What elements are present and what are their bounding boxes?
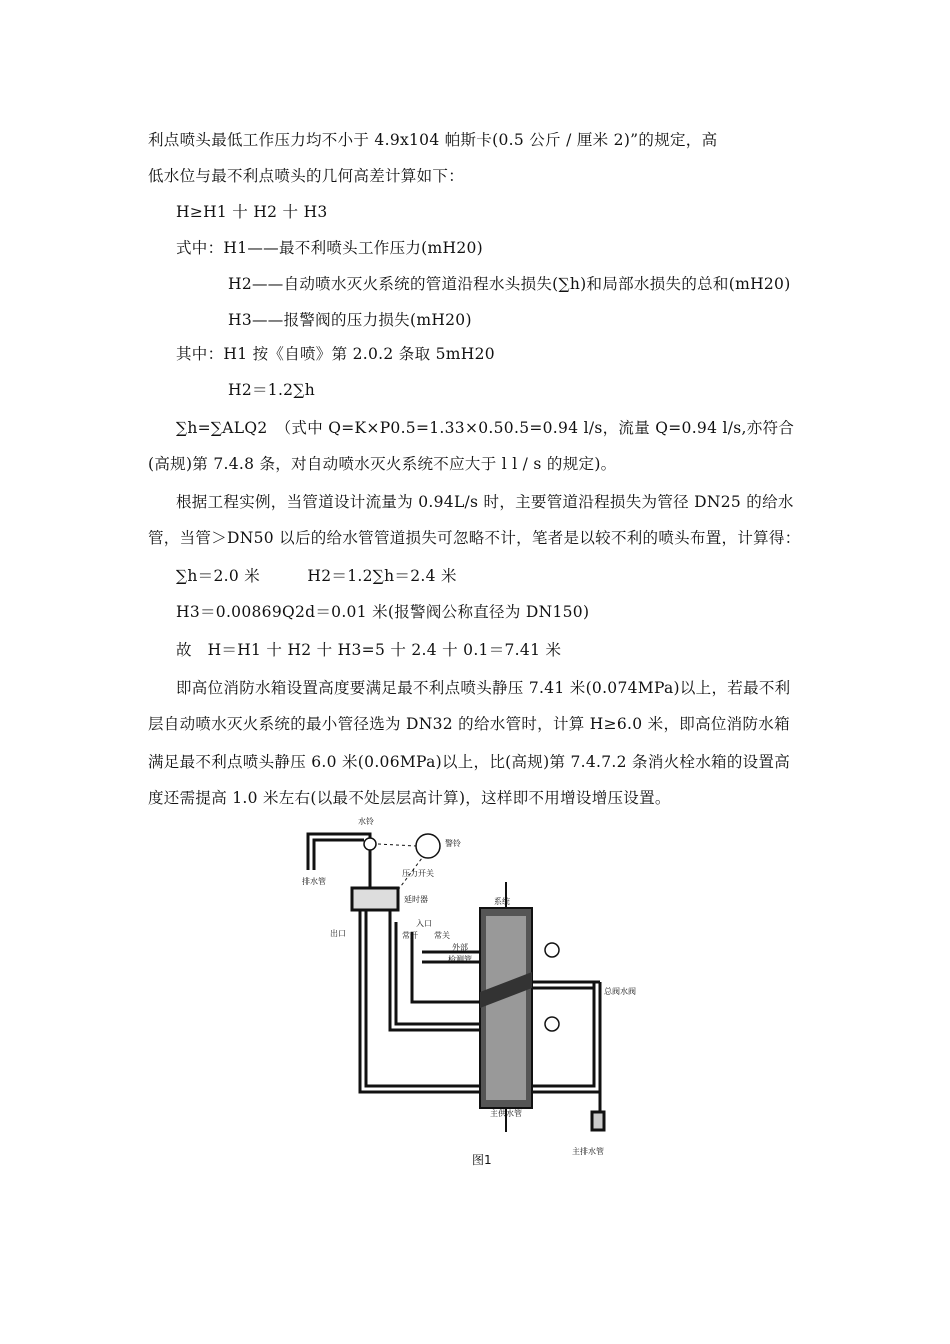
formula-line: H3——报警阀的压力损失(mH20) [228, 311, 472, 329]
outlet-label: 出口 [330, 929, 346, 938]
pressure-switch-label: 压力开关 [402, 869, 434, 878]
paragraph-line: 满足最不利点喷头静压 6.0 米(0.06MPa)以上，比(高规)第 7.4.7.2 条消火栓水箱的设置高 [148, 753, 791, 771]
formula-line: H2＝1.2∑h [228, 381, 315, 399]
alarm-valve-diagram [300, 812, 636, 1172]
open-pipe [412, 932, 480, 1002]
gauge-icon [545, 1017, 559, 1031]
formula-line: 其中：H1 按《自喷》第 2.0.2 条取 5mH20 [176, 345, 495, 363]
gauge-icon [545, 943, 559, 957]
external-label: 外部 [452, 943, 468, 952]
formula-line: H3＝0.00869Q2d＝0.01 米(报警阀公称直径为 DN150) [176, 603, 590, 621]
formula-line: H≥H1 十 H2 十 H3 [176, 203, 328, 221]
formula-line: ∑h＝2.0 米 H2＝1.2∑h＝2.4 米 [176, 567, 457, 585]
drain-pipe-inner [314, 840, 364, 870]
alarm-bell-icon [416, 834, 440, 858]
open-label: 常开 [402, 931, 418, 940]
main-supply-label: 主供水管 [490, 1109, 522, 1118]
water-bell-label: 水铃 [358, 817, 374, 826]
paragraph-line: 度还需提高 1.0 米左右(以最不处层层高计算)，这样即不用增设增压设置。 [148, 789, 671, 807]
closed-label: 常关 [434, 931, 450, 940]
paragraph-line: 层自动喷水灭火系统的最小管径选为 DN32 的给水管时，计算 H≥6.0 米，即高位消防水箱 [148, 715, 790, 733]
total-valve-label: 总阀水阀 [604, 987, 636, 996]
formula-line: 式中：H1——最不利喷头工作压力(mH20) [176, 239, 484, 257]
valve-inner [486, 916, 526, 1100]
inner-pipe [390, 910, 480, 1030]
formula-line: 故 H＝H1 十 H2 十 H3=5 十 2.4 十 0.1＝7.41 米 [176, 641, 562, 659]
paragraph-line: 低水位与最不利点喷头的几何高差计算如下： [148, 167, 465, 185]
delay-chamber [352, 888, 398, 910]
main-drain-end [592, 1112, 604, 1130]
paragraph-line: 利点喷头最低工作压力均不小于 4.9x104 帕斯卡(0.5 公斤 / 厘米 2)”的规定，高 [148, 131, 718, 149]
paragraph-line: (高规)第 7.4.8 条，对自动喷水灭火系统不应大于 l l / s 的规定)。 [148, 455, 617, 473]
paragraph-line: ∑h=∑ALQ2 （式中 Q=K×P0.5=1.33×0.50.5=0.94 l/s，流量 Q=0.94 l/s,亦符合 [176, 419, 795, 437]
diagram-svg [300, 812, 636, 1172]
delay-label: 延时器 [404, 895, 428, 904]
inlet-label: 入口 [416, 919, 432, 928]
alarm-valve-body [480, 882, 532, 1132]
paragraph-line: 管，当管＞DN50 以后的给水管管道损失可忽略不计，笔者是以较不利的喷头布置，计算得： [148, 529, 801, 547]
system-label: 系统 [494, 897, 510, 906]
formula-line: H2——自动喷水灭火系统的管道沿程水头损失(∑h)和局部水损失的总和(mH20) [228, 275, 791, 293]
figure-caption: 图1 [472, 1153, 492, 1167]
drain-label: 排水管 [302, 877, 326, 886]
pipe-network [308, 834, 604, 1130]
paragraph-line: 即高位消防水箱设置高度要满足最不利点喷头静压 7.41 米(0.074MPa)以上，若最不利 [176, 679, 791, 697]
water-bell-icon [364, 838, 376, 850]
test-pipe-label: 检测管 [448, 955, 472, 964]
signal-line [378, 844, 416, 846]
paragraph-line: 根据工程实例，当管道设计流量为 0.94L/s 时，主要管道沿程损失为管径 DN25 的给水 [176, 493, 794, 511]
main-drain-label: 主排水管 [572, 1147, 604, 1156]
alarm-bell-label: 警铃 [445, 839, 461, 848]
